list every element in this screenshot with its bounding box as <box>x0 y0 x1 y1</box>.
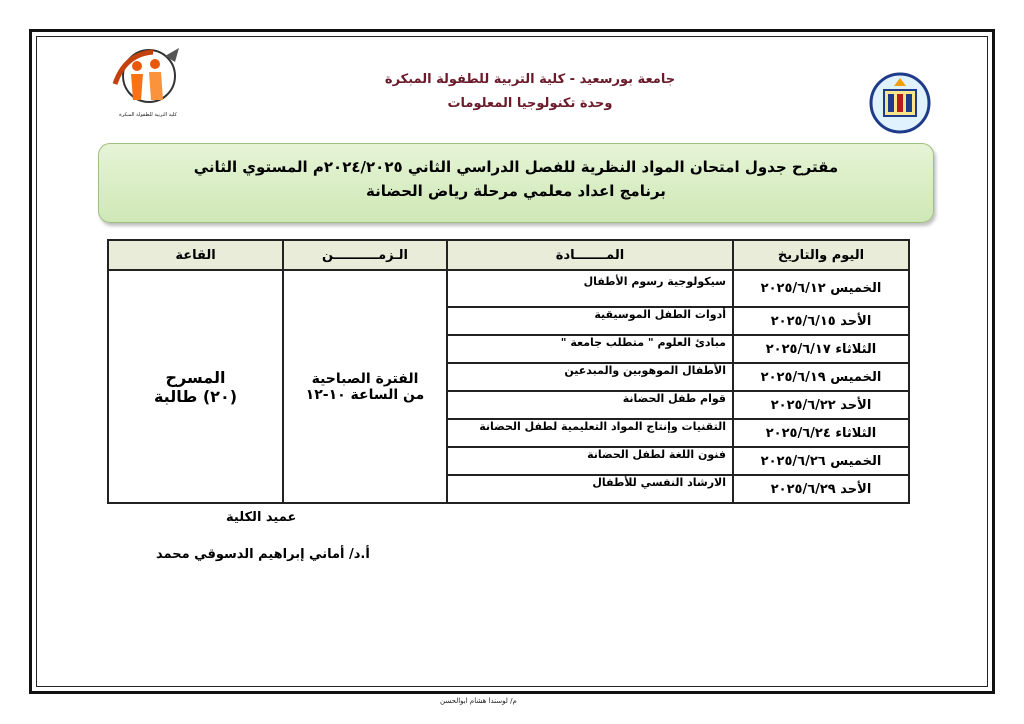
row-date: الأحد ٢٠٢٥/٦/٢٢ <box>733 391 909 419</box>
row-subject: سيكولوجية رسوم الأطفال <box>447 270 733 307</box>
title-banner <box>98 143 934 223</box>
hall-cell <box>108 270 283 503</box>
row-subject: التقنيات وإنتاج المواد التعليمية لطفل الحضانة <box>447 419 733 447</box>
svg-text:كلية التربية للطفولة المبكرة: كلية التربية للطفولة المبكرة <box>119 112 177 118</box>
row-subject: مبادئ العلوم " متطلب جامعة " <box>447 335 733 363</box>
row-subject: قوام طفل الحضانة <box>447 391 733 419</box>
row-date: الثلاثاء ٢٠٢٥/٦/٢٤ <box>733 419 909 447</box>
row-date: الأحد ٢٠٢٥/٦/٢٩ <box>733 475 909 503</box>
row-subject: أدوات الطفل الموسيقية <box>447 307 733 335</box>
header-unit: وحدة تكنولوجيا المعلومات <box>447 96 613 111</box>
header-subject: المـــــــادة <box>447 240 733 270</box>
faculty-logo-icon <box>105 44 191 122</box>
table-header-row <box>108 240 909 270</box>
row-date: الخميس ٢٠٢٥/٦/١٩ <box>733 363 909 391</box>
time-cell <box>283 270 447 503</box>
banner-title: مقترح جدول امتحان المواد النظرية للفصل الدراسي الثاني ٢٠٢٤/٢٠٢٥م المستوي الثاني <box>193 158 839 176</box>
time-hours: من الساعة ١٠-١٢ <box>305 386 425 403</box>
row-date: الخميس ٢٠٢٥/٦/٢٦ <box>733 447 909 475</box>
row-date: الثلاثاء ٢٠٢٥/٦/١٧ <box>733 335 909 363</box>
footer-credit: م/ لوسندا هشام ابوالحسن <box>440 697 517 705</box>
hall-name: المسرح <box>165 367 226 387</box>
header-university: جامعة بورسعيد - كلية التربية للطفولة المبكرة <box>384 72 676 87</box>
header-time: الـزمــــــــــن <box>283 240 447 270</box>
header-date: اليوم والتاريخ <box>733 240 909 270</box>
row-date: الأحد ٢٠٢٥/٦/١٥ <box>733 307 909 335</box>
dean-title: عميد الكلية <box>226 510 297 525</box>
table-row <box>108 270 909 307</box>
hall-capacity: (٢٠) طالبة <box>153 386 238 406</box>
header-hall: القاعة <box>108 240 283 270</box>
row-subject: فنون اللغة لطفل الحضانة <box>447 447 733 475</box>
university-crest-icon <box>866 72 934 134</box>
banner-subtitle: برنامج اعداد معلمي مرحلة رياض الحضانة <box>366 182 666 200</box>
time-period: الفترة الصباحية <box>311 370 419 387</box>
dean-name: أ.د/ أماني إبراهيم الدسوقي محمد <box>156 547 370 562</box>
exam-schedule-table <box>107 239 910 504</box>
row-subject: الأطفال الموهوبين والمبدعين <box>447 363 733 391</box>
row-date: الخميس ٢٠٢٥/٦/١٢ <box>733 270 909 307</box>
row-subject: الارشاد النفسي للأطفال <box>447 475 733 503</box>
